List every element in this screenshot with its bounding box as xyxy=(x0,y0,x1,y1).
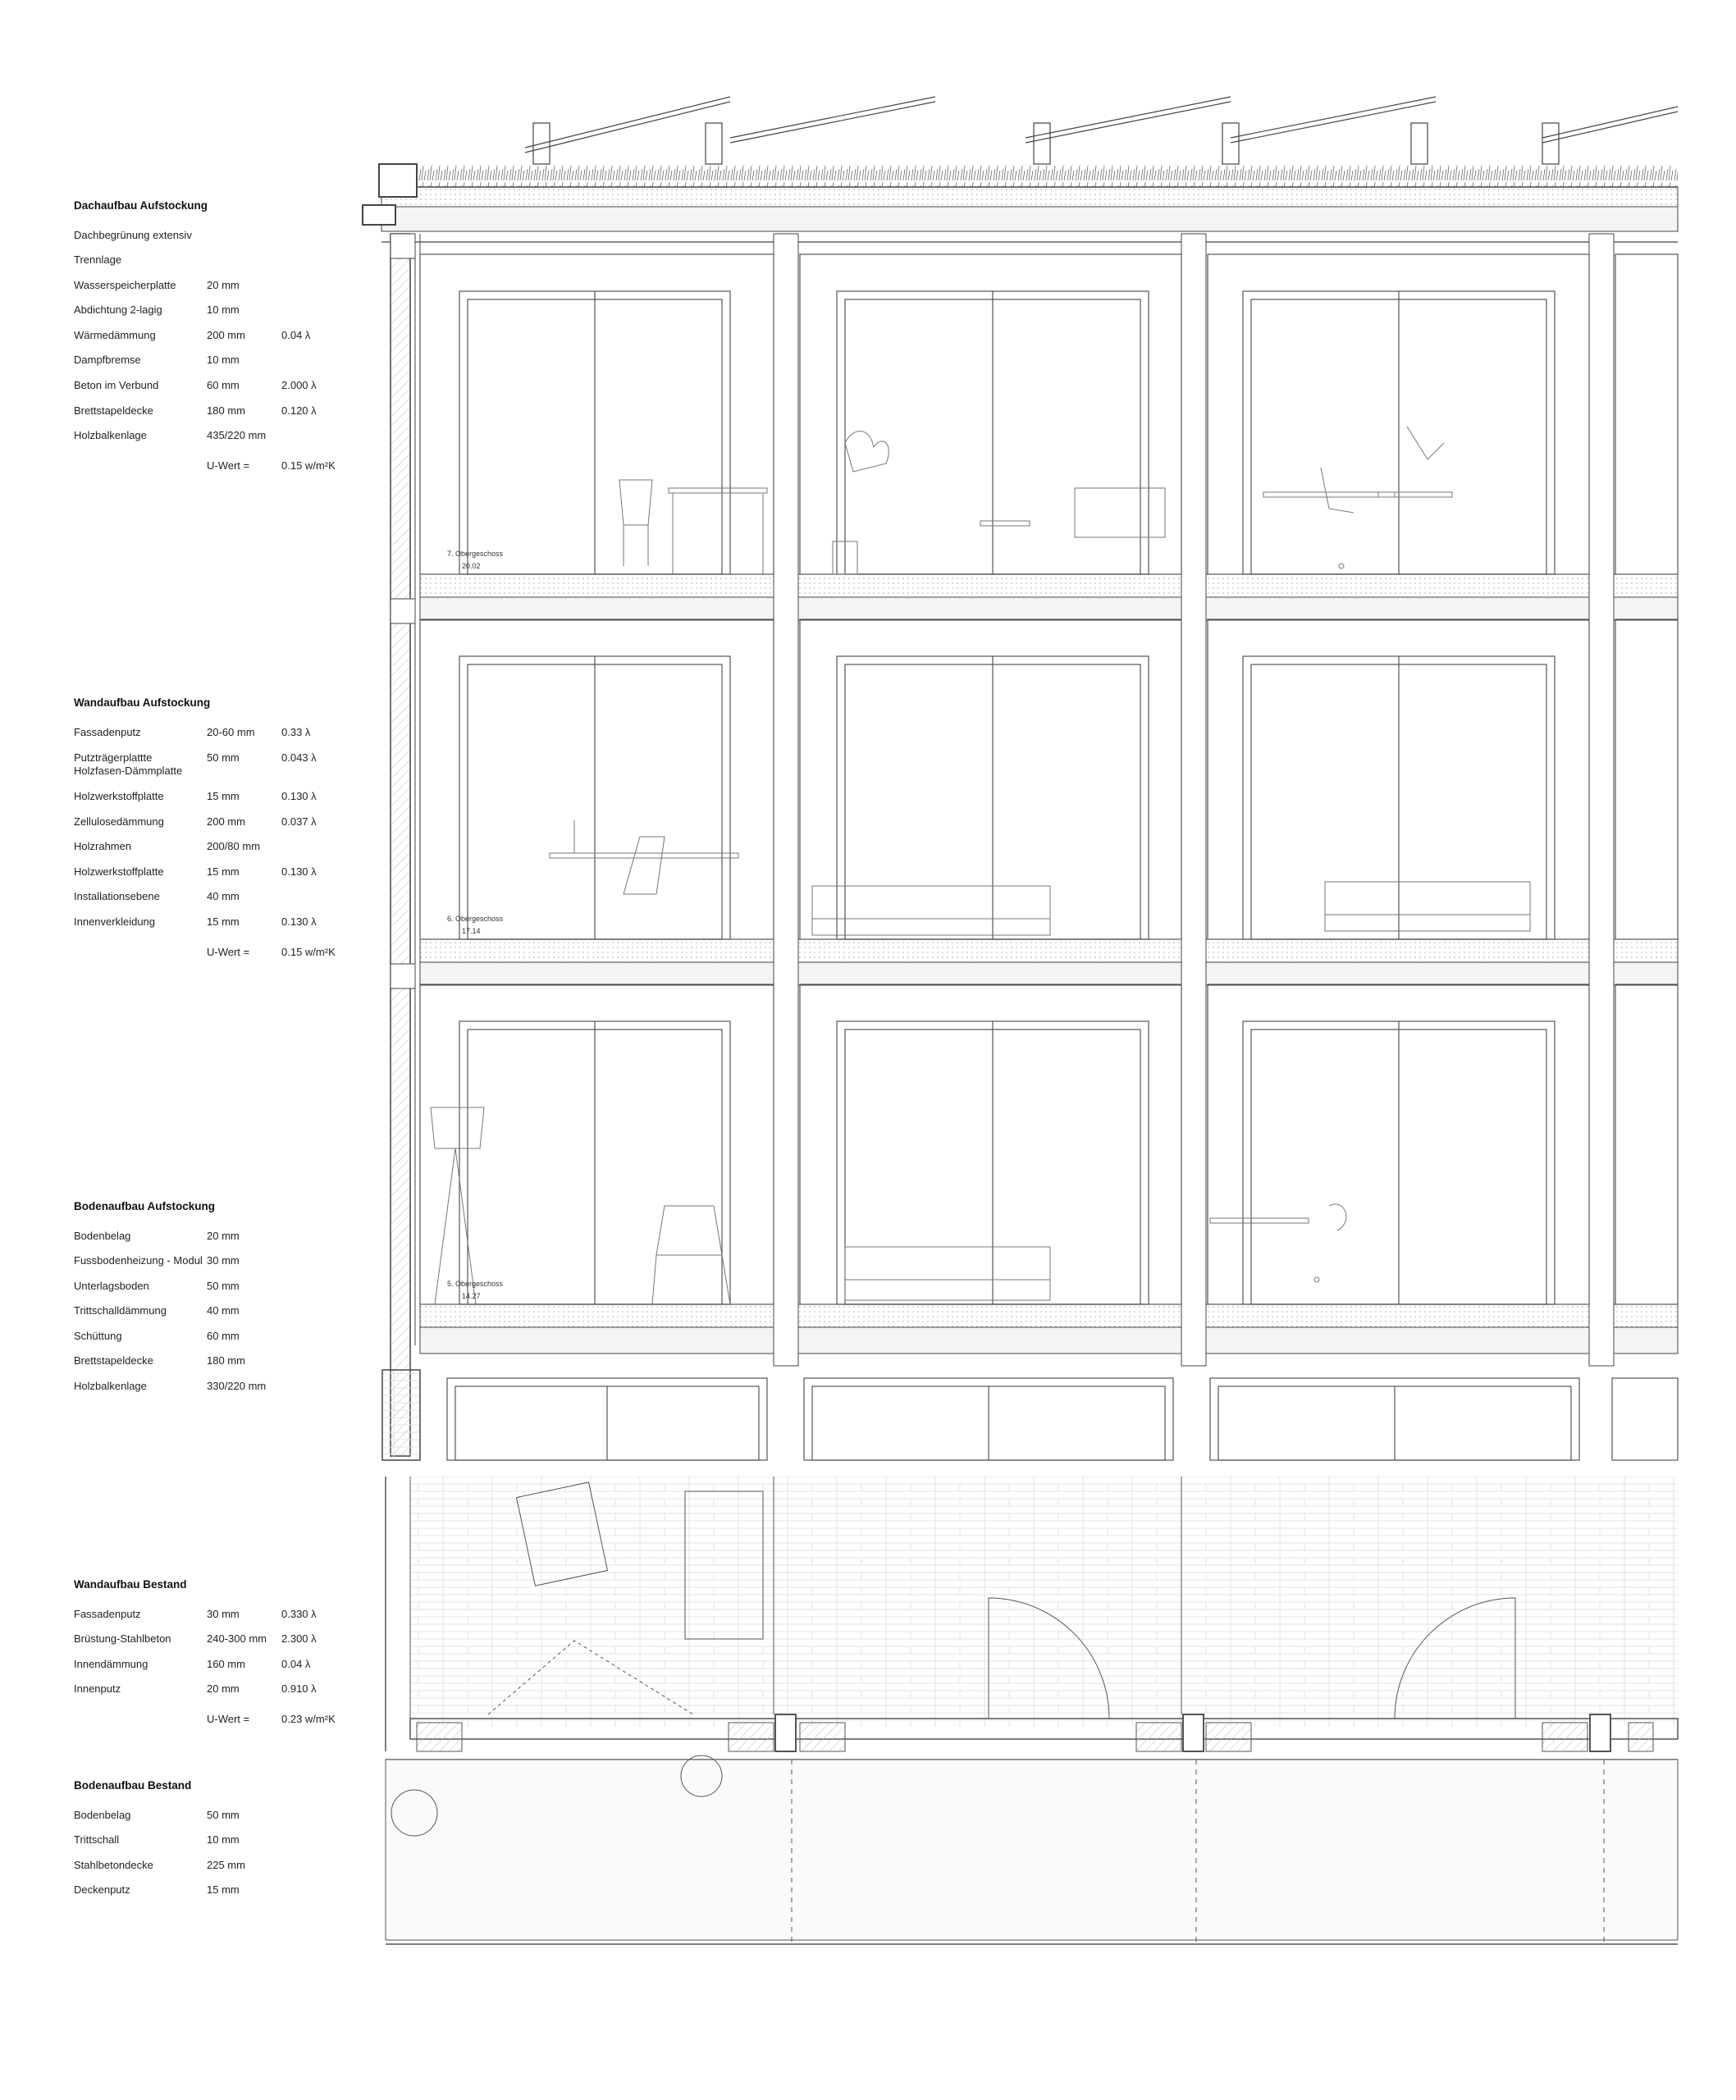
spec-row xyxy=(74,865,317,892)
layer-thickness: 200/80 mm xyxy=(207,840,261,853)
facade-wall xyxy=(382,234,420,1460)
spec-row xyxy=(74,1607,317,1634)
layer-name: Brettstapeldecke xyxy=(74,1354,153,1367)
layer-thickness: 50 mm xyxy=(207,1279,240,1292)
layer-name: Dampfbremse xyxy=(74,354,141,367)
spec-row xyxy=(74,1229,240,1256)
layer-thickness: 20 mm xyxy=(207,1229,240,1242)
layer-name: Holzbalkenlage xyxy=(74,429,147,442)
layer-thickness: 10 mm xyxy=(207,304,240,317)
layer-name: Fussbodenheizung - Modul xyxy=(74,1254,203,1267)
layer-lambda: 0.130 λ xyxy=(281,915,317,929)
layer-thickness: 50 mm xyxy=(207,1808,240,1821)
spec-bodenaufbau-bestand xyxy=(74,1779,245,1910)
layer-lambda: 0.04 λ xyxy=(281,328,311,341)
spec-row xyxy=(74,1657,311,1684)
spec-row xyxy=(74,1682,317,1709)
u-value: 0.15 w/m²K xyxy=(281,945,336,958)
spec-row xyxy=(74,429,267,455)
layer-lambda: 2.000 λ xyxy=(281,379,317,392)
layer-name: Installationsebene xyxy=(74,890,160,903)
svg-text:17.14: 17.14 xyxy=(462,927,481,935)
layer-name: Zellulosedämmung xyxy=(74,815,164,828)
spec-row xyxy=(74,404,317,431)
layer-name: Putzträgerplattte Holzfasen-Dämmplatte xyxy=(74,751,183,778)
spec-row xyxy=(74,230,208,255)
layer-lambda: 0.043 λ xyxy=(281,751,317,765)
layer-lambda: 0.130 λ xyxy=(281,865,317,878)
layer-thickness: 60 mm xyxy=(207,1329,240,1342)
layer-thickness: 15 mm xyxy=(207,790,240,803)
layer-name: Stahlbetondecke xyxy=(74,1858,153,1871)
layer-name: Holzwerkstoffplatte xyxy=(74,865,164,878)
spec-title: Bodenaufbau Bestand xyxy=(74,1779,192,1792)
spec-wandaufbau-bestand xyxy=(74,1578,336,1738)
layer-thickness: 10 mm xyxy=(207,354,240,367)
layer-lambda: 0.33 λ xyxy=(281,725,311,738)
spec-row xyxy=(74,790,317,816)
layer-thickness: 15 mm xyxy=(207,865,240,878)
spec-row xyxy=(74,328,311,355)
layer-thickness: 10 mm xyxy=(207,1833,240,1847)
layer-name: Innendämmung xyxy=(74,1657,148,1670)
roof-assembly xyxy=(363,97,1678,242)
spec-row xyxy=(74,1833,240,1860)
layer-lambda: 2.300 λ xyxy=(281,1632,317,1646)
spec-row xyxy=(74,751,317,791)
layer-name: Trennlage xyxy=(74,253,122,267)
layer-thickness: 50 mm xyxy=(207,751,240,765)
layer-thickness: 180 mm xyxy=(207,1354,245,1367)
layer-name: Trittschall xyxy=(74,1833,120,1847)
layer-thickness: 200 mm xyxy=(207,815,245,828)
spec-dachaufbau-aufstockung xyxy=(74,199,336,485)
spec-row xyxy=(74,1883,240,1910)
layer-thickness: 15 mm xyxy=(207,915,240,929)
layer-thickness: 40 mm xyxy=(207,1304,240,1317)
layer-thickness: 200 mm xyxy=(207,328,245,341)
spec-row xyxy=(74,1808,240,1835)
layer-name: Innenverkleidung xyxy=(74,915,156,929)
layer-name: Fassadenputz xyxy=(74,1607,141,1620)
layer-name: Schüttung xyxy=(74,1329,122,1342)
layer-name: Wasserspeicherplatte xyxy=(74,278,176,291)
spec-row xyxy=(74,815,317,842)
columns xyxy=(391,234,1614,1366)
spec-row xyxy=(74,1329,240,1356)
spec-row xyxy=(74,254,208,280)
spec-row xyxy=(74,890,240,916)
layer-thickness: 20 mm xyxy=(207,278,240,291)
layer-name: Beton im Verbund xyxy=(74,379,159,392)
layer-name: Trittschalldämmung xyxy=(74,1304,167,1317)
spec-title: Dachaufbau Aufstockung xyxy=(74,199,208,212)
spec-row xyxy=(74,304,240,330)
layer-name: Holzrahmen xyxy=(74,840,132,853)
u-value-row xyxy=(74,945,336,972)
layer-thickness: 30 mm xyxy=(207,1607,240,1620)
layer-name: Holzbalkenlage xyxy=(74,1380,147,1393)
spec-row xyxy=(74,1304,240,1331)
spec-wandaufbau-aufstockung xyxy=(74,696,336,971)
spec-row xyxy=(74,1354,245,1381)
spec-title: Wandaufbau Bestand xyxy=(74,1578,187,1591)
layer-lambda: 0.910 λ xyxy=(281,1682,317,1696)
svg-text:20.02: 20.02 xyxy=(462,562,481,570)
layer-name: Abdichtung 2-lagig xyxy=(74,304,162,317)
layer-name: Brüstung-Stahlbeton xyxy=(74,1632,171,1646)
layer-name: Unterlagsboden xyxy=(74,1279,149,1292)
spec-row xyxy=(74,915,317,942)
svg-text:5. Obergeschoss: 5. Obergeschoss xyxy=(447,1280,504,1288)
layer-lambda: 0.130 λ xyxy=(281,790,317,803)
svg-text:7. Obergeschoss: 7. Obergeschoss xyxy=(447,550,504,558)
layer-thickness: 330/220 mm xyxy=(207,1380,267,1393)
layer-thickness: 20 mm xyxy=(207,1682,240,1696)
layer-thickness: 435/220 mm xyxy=(207,429,267,442)
layer-thickness: 160 mm xyxy=(207,1657,245,1670)
layer-name: Dachbegrünung extensiv xyxy=(74,228,192,241)
spec-row xyxy=(74,840,261,866)
layer-thickness: 60 mm xyxy=(207,379,240,392)
layer-thickness: 180 mm xyxy=(207,404,245,417)
layer-lambda: 0.330 λ xyxy=(281,1607,317,1620)
layer-lambda: 0.04 λ xyxy=(281,1657,311,1670)
spec-row xyxy=(74,725,311,752)
u-value: 0.15 w/m²K xyxy=(281,459,336,472)
spec-row xyxy=(74,379,317,405)
spec-bodenaufbau-aufstockung xyxy=(74,1200,267,1406)
layer-name: Brettstapeldecke xyxy=(74,404,153,417)
svg-text:14.27: 14.27 xyxy=(462,1292,481,1300)
spec-row xyxy=(74,1632,317,1659)
spec-row xyxy=(74,1279,240,1306)
layer-name: Innenputz xyxy=(74,1682,121,1696)
layer-lambda: 0.120 λ xyxy=(281,404,317,417)
furniture-sketches xyxy=(431,427,1530,1304)
spec-row xyxy=(74,354,240,380)
u-label: U-Wert = xyxy=(207,459,250,472)
level-annotations xyxy=(447,550,504,1300)
spec-title: Wandaufbau Aufstockung xyxy=(74,696,211,709)
layer-name: Fassadenputz xyxy=(74,725,141,738)
layer-name: Deckenputz xyxy=(74,1883,130,1897)
u-value-row xyxy=(74,459,336,486)
spec-row xyxy=(74,278,240,305)
spec-row xyxy=(74,1254,240,1281)
u-label: U-Wert = xyxy=(207,1712,250,1725)
u-value: 0.23 w/m²K xyxy=(281,1712,336,1725)
existing-floor-plan xyxy=(386,1477,1678,1944)
layer-thickness: 30 mm xyxy=(207,1254,240,1267)
layer-lambda: 0.037 λ xyxy=(281,815,317,828)
u-value-row xyxy=(74,1712,336,1739)
spec-row xyxy=(74,1380,267,1406)
layer-thickness: 15 mm xyxy=(207,1883,240,1897)
layer-thickness: 40 mm xyxy=(207,890,240,903)
layer-thickness: 240-300 mm xyxy=(207,1632,267,1646)
layer-name: Bodenbelag xyxy=(74,1229,131,1242)
svg-text:6. Obergeschoss: 6. Obergeschoss xyxy=(447,915,504,923)
spec-row xyxy=(74,1858,245,1885)
layer-name: Wärmedämmung xyxy=(74,328,156,341)
u-label: U-Wert = xyxy=(207,945,250,958)
layer-name: Bodenbelag xyxy=(74,1808,131,1821)
floor-slabs xyxy=(420,574,1678,1354)
spec-title: Bodenaufbau Aufstockung xyxy=(74,1200,215,1212)
layer-thickness: 20-60 mm xyxy=(207,725,255,738)
layer-name: Holzwerkstoffplatte xyxy=(74,790,164,803)
layer-thickness: 225 mm xyxy=(207,1858,245,1871)
